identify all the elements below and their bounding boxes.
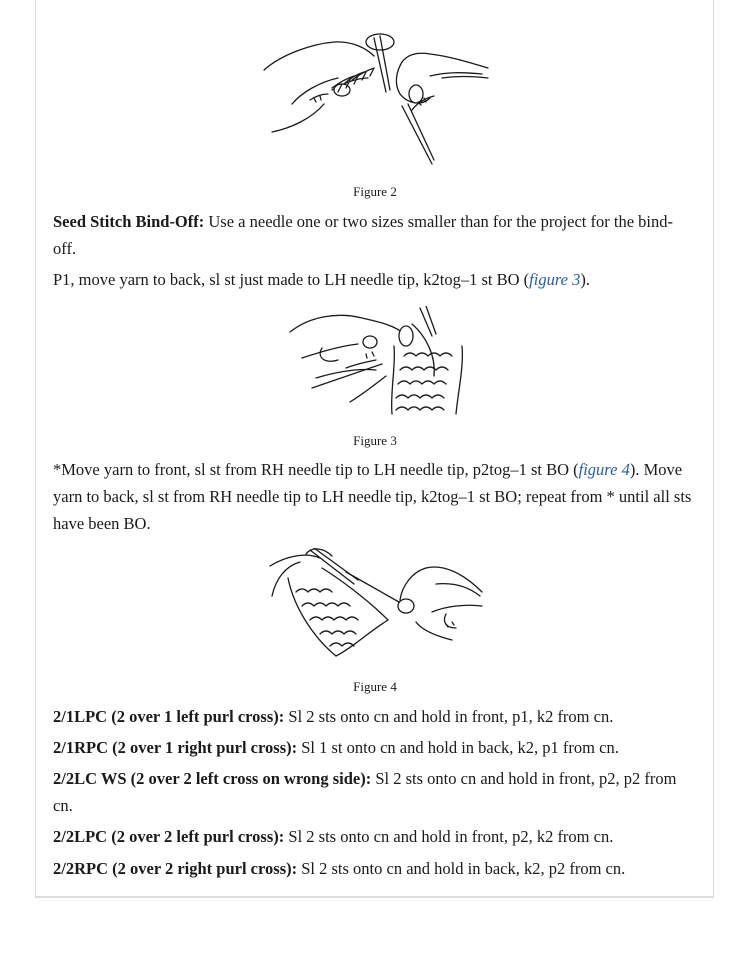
step-2-text: *Move yarn to front, sl st from RH needle tip to LH needle tip, p2tog–1 st BO ( — [53, 460, 579, 479]
figure-4-caption: Figure 4 — [353, 679, 397, 694]
step-1-paragraph — [53, 266, 693, 293]
figure-2-illustration — [262, 32, 490, 168]
abbreviation-item — [53, 823, 693, 850]
abbreviation-term: 2/1RPC (2 over 1 right purl cross): — [53, 738, 298, 757]
figure-2-caption: Figure 2 — [353, 184, 397, 199]
abbreviation-term: 2/2LPC (2 over 2 left purl cross): — [53, 827, 285, 846]
abbreviation-term: 2/1LPC (2 over 1 left purl cross): — [53, 707, 285, 726]
abbreviation-item — [53, 734, 693, 761]
figure-3-illustration — [286, 306, 466, 416]
abbreviation-definition: Sl 1 st onto cn and hold in back, k2, p1 from cn. — [297, 738, 619, 757]
seed-stitch-paragraph — [53, 208, 693, 262]
abbreviation-term: 2/2RPC (2 over 2 right purl cross): — [53, 859, 298, 878]
abbreviation-term: 2/2LC WS (2 over 2 left cross on wrong side): — [53, 769, 372, 788]
figure-3-link[interactable]: figure 3 — [529, 270, 581, 289]
abbreviation-item — [53, 765, 693, 819]
step-2-paragraph — [53, 456, 693, 537]
abbreviation-item — [53, 703, 693, 730]
figure-4-link[interactable]: figure 4 — [578, 460, 630, 479]
abbreviation-definition: Sl 2 sts onto cn and hold in front, p2, k2 from cn. — [284, 827, 614, 846]
abbreviation-definition: Sl 2 sts onto cn and hold in front, p2, p2 from cn. — [53, 769, 677, 815]
step-1-text-end: ). — [580, 270, 590, 289]
seed-stitch-heading: Seed Stitch Bind-Off: — [53, 212, 205, 231]
abbreviation-item — [53, 855, 693, 882]
step-1-text: P1, move yarn to back, sl st just made to LH needle tip, k2tog–1 st BO ( — [53, 270, 530, 289]
step-2-text-end: ). Move yarn to back, sl st from RH needle tip to LH needle tip, k2tog–1 st BO; repeat from * until all sts have been BO. — [53, 460, 692, 533]
figure-4-illustration — [266, 548, 486, 664]
figure-3-caption: Figure 3 — [353, 433, 397, 448]
abbreviation-definition: Sl 2 sts onto cn and hold in back, k2, p2 from cn. — [297, 859, 626, 878]
abbreviation-definition: Sl 2 sts onto cn and hold in front, p1, k2 from cn. — [284, 707, 614, 726]
seed-stitch-text: Use a needle one or two sizes smaller than for the project for the bind-off. — [53, 212, 673, 258]
